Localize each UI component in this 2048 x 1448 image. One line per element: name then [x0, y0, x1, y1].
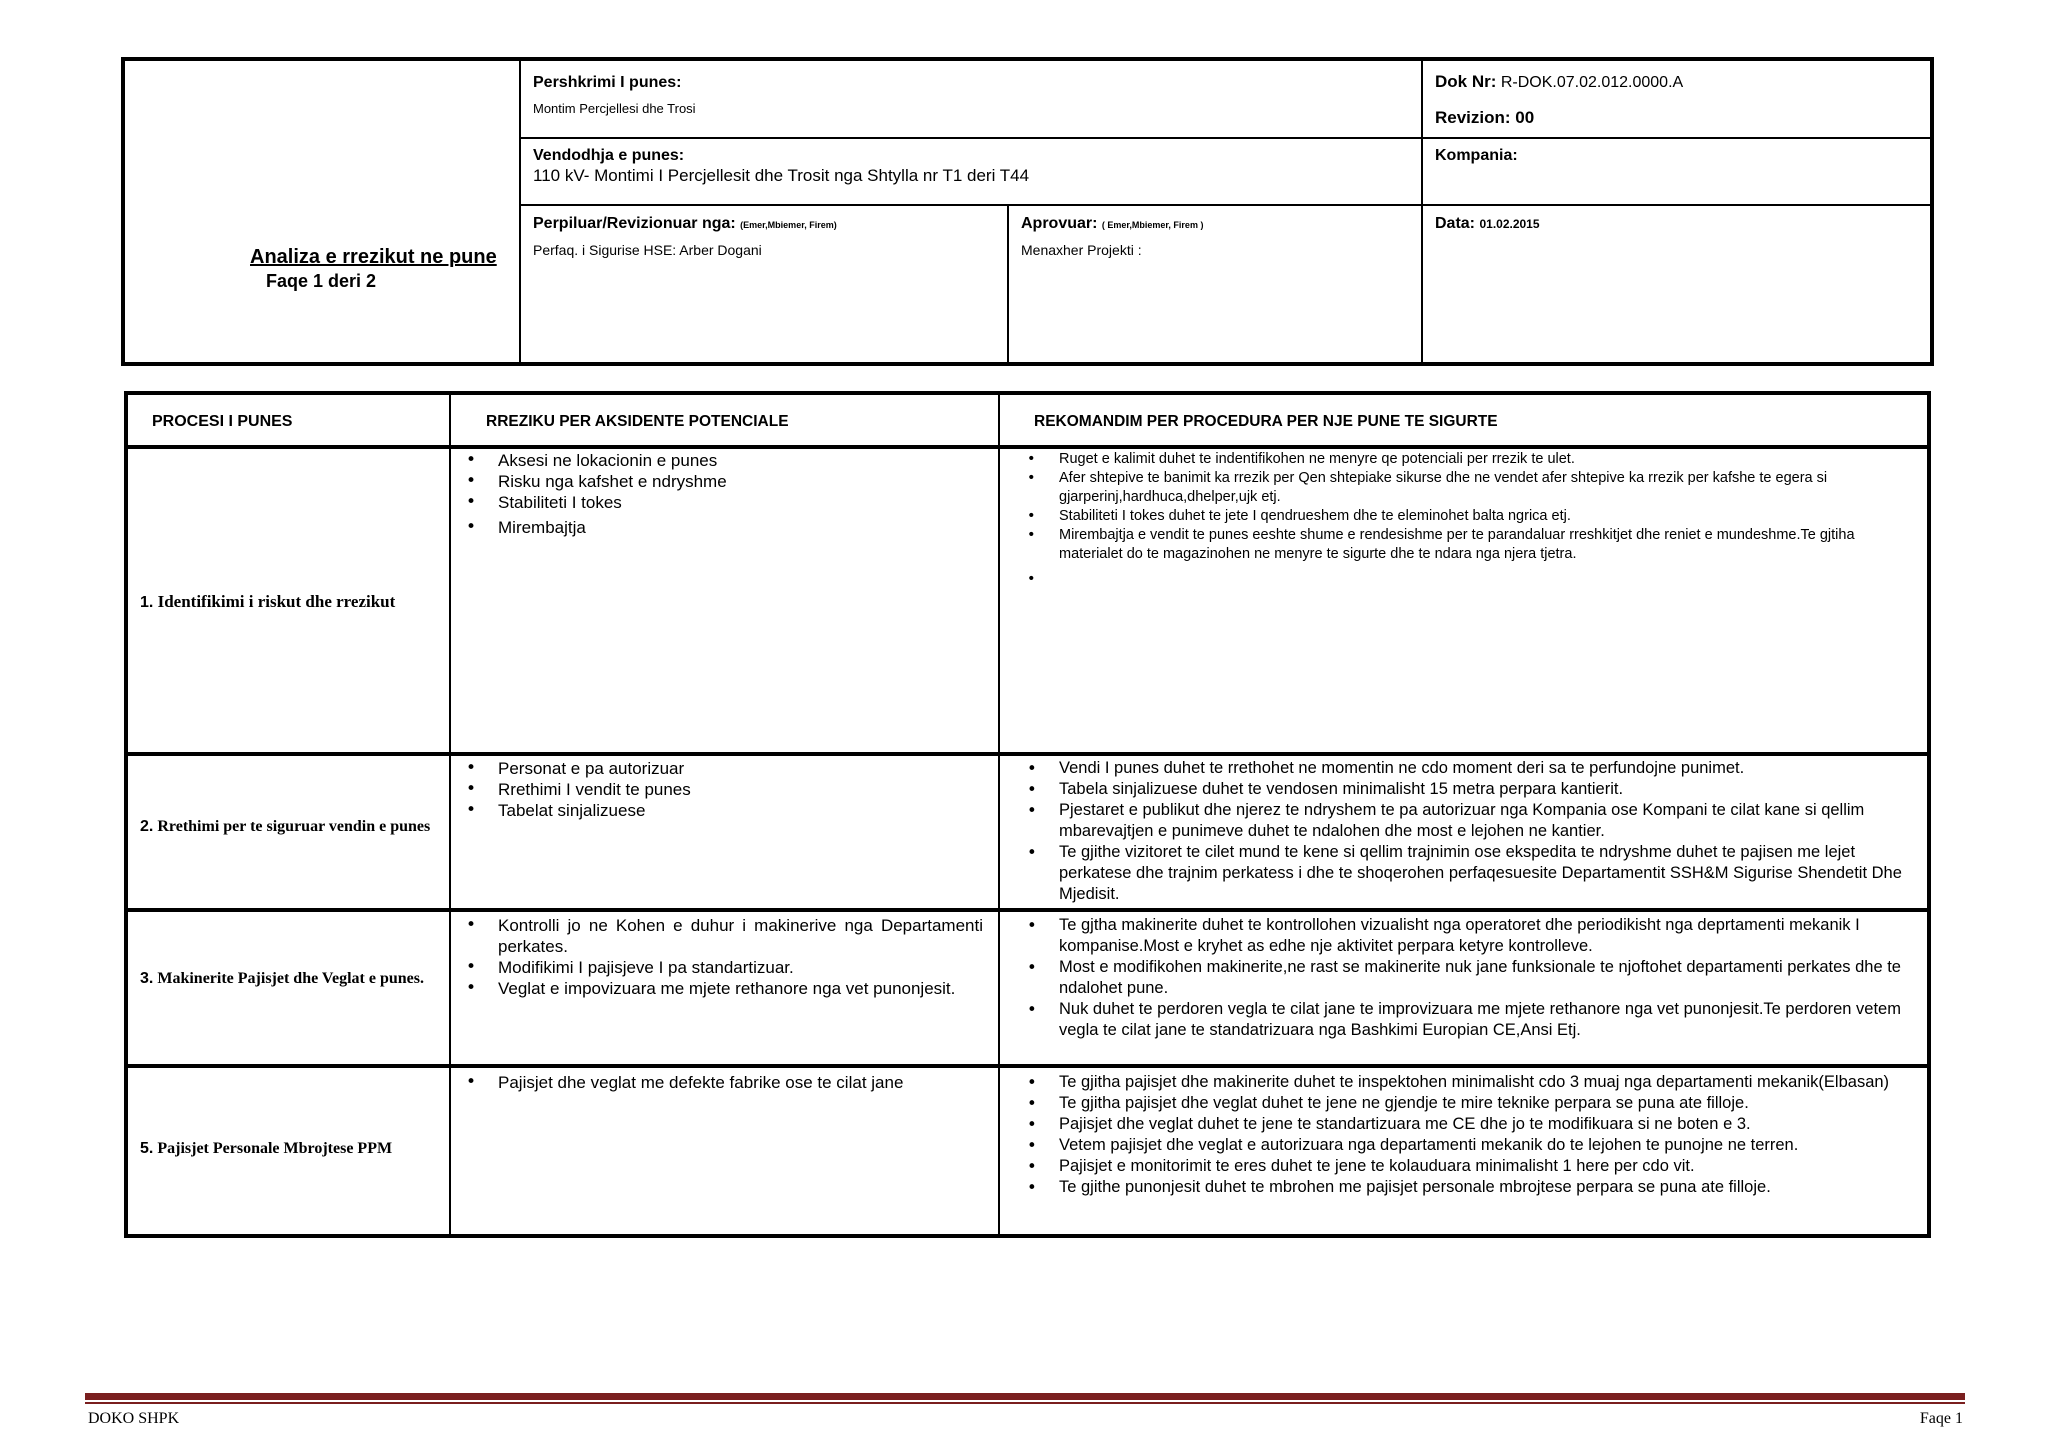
risk-analysis-table — [124, 391, 1931, 1238]
risk-list — [463, 1072, 983, 1093]
compiled-by-label: Perpiluar/Revizionuar nga: — [533, 215, 736, 232]
recommendation-list — [1024, 450, 1904, 589]
work-description-value: Montim Percjellesi dhe Trosi — [533, 101, 696, 116]
column-header-risk: RREZIKU PER AKSIDENTE POTENCIALE — [486, 413, 789, 430]
approved-by-value: Menaxher Projekti : — [1021, 242, 1142, 258]
work-location-label: Vendodhja e punes: — [533, 147, 685, 164]
process-number: 1. — [140, 594, 154, 611]
document-number-label: Dok Nr: — [1435, 72, 1497, 91]
document-number-value: R-DOK.07.02.012.0000.A — [1500, 74, 1684, 91]
process-name: Rrethimi per te siguruar vendin e punes — [157, 818, 431, 835]
risk-item: • Rrethimi I vendit te punes — [463, 779, 983, 800]
column-header-recommendation: REKOMANDIM PER PROCEDURA PER NJE PUNE TE SIGURTE — [1034, 413, 1498, 430]
risk-list — [463, 915, 983, 999]
risk-item: • Stabiliteti I tokes — [463, 492, 983, 513]
approved-by-hint: ( Emer,Mbiemer, Firem ) — [1101, 220, 1204, 230]
recommendation-item — [1024, 570, 1904, 589]
process-name: Identifikimi i riskut dhe rrezikut — [157, 592, 396, 611]
process-name: Makinerite Pajisjet dhe Veglat e punes. — [157, 970, 424, 987]
compiled-by-heading — [533, 215, 837, 233]
process-cell — [140, 1138, 440, 1159]
date-cell — [1423, 206, 1930, 362]
risk-item: • Risku nga kafshet e ndryshme — [463, 471, 983, 492]
date-value: 01.02.2015 — [1479, 217, 1540, 231]
row-divider — [128, 908, 1927, 912]
document-title: Analiza e rrezikut ne pune — [250, 246, 497, 268]
recommendation-item: • Te gjitha pajisjet dhe makinerite duhet te inspektohen minimalisht cdo 3 muaj nga departamenti mekanik(Elbasan) — [1024, 1072, 1907, 1093]
recommendation-item: • Vendi I punes duhet te rrethohet ne momentin ne cdo moment deri sa te perfundojne punimet. — [1024, 758, 1907, 779]
risk-item: • Tabelat sinjalizuese — [463, 800, 983, 821]
date — [1435, 215, 1540, 233]
work-description-label: Pershkrimi I punes: — [533, 74, 682, 91]
work-location-value: 110 kV- Montimi I Percjellesit dhe Trosit nga Shtylla nr T1 deri T44 — [533, 166, 1030, 185]
row-divider — [128, 445, 1927, 449]
recommendation-list — [1024, 1072, 1907, 1198]
revision-value: 00 — [1515, 108, 1535, 127]
footer-rule — [85, 1393, 1965, 1400]
revision-label: Revizion: — [1435, 108, 1511, 127]
risk-item: • Kontrolli jo ne Kohen e duhur i makinerive nga Departamenti perkates. — [463, 915, 983, 957]
date-label: Data: — [1435, 215, 1476, 232]
page-range: Faqe 1 deri 2 — [266, 271, 377, 291]
recommendation-item: • Vetem pajisjet dhe veglat e autorizuara nga departamenti mekanik do te lejohen te punojne ne terren. — [1024, 1135, 1907, 1156]
recommendation-item: • Ruget e kalimit duhet te indentifikohen ne menyre qe potenciali per rrezik te ulet. — [1024, 450, 1904, 469]
process-number: 2. — [140, 818, 154, 835]
row-divider — [128, 1064, 1927, 1068]
approved-by-heading — [1021, 215, 1203, 233]
risk-item: • Mirembajtja — [463, 517, 983, 538]
company-cell — [1423, 139, 1930, 206]
risk-list — [463, 450, 983, 538]
recommendation-list — [1024, 915, 1907, 1041]
work-location-cell — [521, 139, 1423, 206]
row-divider — [128, 752, 1927, 756]
footer-rule-thin — [85, 1402, 1965, 1404]
risk-item: • Modifikimi I pajisjeve I pa standartizuar. — [463, 957, 983, 978]
compiled-by-cell — [521, 206, 1009, 362]
recommendation-item: • Te gjtha makinerite duhet te kontrollohen vizualisht nga operatoret dhe periodikisht nga deprtamenti mekanik I kompanise.Most e kryhet as edhe nje aktivitet perpara ketyre kontrolleve. — [1024, 915, 1907, 957]
risk-item: • Aksesi ne lokacionin e punes — [463, 450, 983, 471]
process-number: 3. — [140, 970, 154, 987]
recommendation-item: • Te gjithe punonjesit duhet te mbrohen me pajisjet personale mbrojtese perpara se puna ate filloje. — [1024, 1177, 1907, 1198]
column-divider — [998, 395, 1000, 1234]
risk-list — [463, 758, 983, 821]
process-cell — [140, 968, 435, 989]
recommendation-item: • Pajisjet e monitorimit te eres duhet te jene te kolauduara minimalisht 1 here per cdo vit. — [1024, 1156, 1907, 1177]
footer-page-number: Faqe 1 — [1919, 1410, 1963, 1427]
company-label: Kompania: — [1435, 147, 1518, 164]
document-number — [1435, 72, 1683, 92]
recommendation-item: • Pajisjet dhe veglat duhet te jene te standartizuara me CE dhe jo te modifikuara si ne boten e 3. — [1024, 1114, 1907, 1135]
compiled-by-value: Perfaq. i Sigurise HSE: Arber Dogani — [533, 242, 762, 258]
risk-item: • Pajisjet dhe veglat me defekte fabrike ose te cilat jane — [463, 1072, 983, 1093]
process-number: 5. — [140, 1140, 154, 1157]
risk-item: • Personat e pa autorizuar — [463, 758, 983, 779]
recommendation-item: • Most e modifikohen makinerite,ne rast se makinerite nuk jane funksionale te njoftohet departamenti perkates dhe te ndalohet pune. — [1024, 957, 1907, 999]
recommendation-list — [1024, 758, 1907, 905]
recommendation-item: • Pjestaret e publikut dhe njerez te ndryshem te pa autorizuar nga Kompania ose Kompani te cilat kane si qellim mbarevajtjen e punimeve duhet te ndalohen dhe most e lejohen ne kantier. — [1024, 800, 1907, 842]
risk-item: • Veglat e impovizuara me mjete rethanore nga vet punonjesit. — [463, 978, 983, 999]
approved-by-cell — [1009, 206, 1423, 362]
recommendation-item: • Stabiliteti I tokes duhet te jete I qendrueshem dhe te eleminohet balta ngrica etj. — [1024, 507, 1904, 526]
recommendation-item: • Nuk duhet te perdoren vegla te cilat jane te improvizuara me mjete rethanore nga vet punonjesit.Te perdoren vetem vegla te cilat jane te standatrizuara nga Bashkimi Europian CE,Ansi Etj. — [1024, 999, 1907, 1041]
column-header-process: PROCESI I PUNES — [152, 413, 293, 430]
footer-company: DOKO SHPK — [88, 1410, 180, 1427]
revision — [1435, 108, 1534, 128]
compiled-by-hint: (Emer,Mbiemer, Firem) — [740, 220, 837, 230]
recommendation-item: • Mirembajtja e vendit te punes eeshte shume e rendesishme per te parandaluar rreshkitjet dhe reniet e mundeshme.Te gjtiha materialet do te magazinohen ne menyre te sigurte dhe te ndara nga njera tjetra. — [1024, 526, 1904, 564]
process-cell — [140, 816, 435, 837]
recommendation-item: • Tabela sinjalizuese duhet te vendosen minimalisht 15 metra perpara kantierit. — [1024, 779, 1907, 800]
header-title-cell — [125, 61, 521, 362]
column-divider — [449, 395, 451, 1234]
document-header — [121, 57, 1934, 366]
process-cell — [140, 591, 440, 613]
recommendation-item: • Afer shtepive te banimit ka rrezik per Qen shtepiake sikurse dhe ne vendet afer shtepive ka rrezik per kafshe te egera si gjarperinj,hardhuca,dhelper,ujk etj. — [1024, 469, 1904, 507]
process-name: Pajisjet Personale Mbrojtese PPM — [157, 1140, 393, 1157]
recommendation-item: • Te gjitha pajisjet dhe veglat duhet te jene ne gjendje te mire teknike perpara se puna ate filloje. — [1024, 1093, 1907, 1114]
document-number-cell — [1423, 61, 1930, 139]
work-description-cell — [521, 61, 1423, 139]
recommendation-item: • Te gjithe vizitoret te cilet mund te kene si qellim trajnimin ose ekspedita te ndryshme duhet te pajisen me lejet perkatese dhe trajnim perkatess i dhe te shoqerohen perfaqesuesite Departamentit SSH&M Sigurise Shendetit Dhe Mjedisit. — [1024, 842, 1907, 905]
approved-by-label: Aprovuar: — [1021, 215, 1098, 232]
